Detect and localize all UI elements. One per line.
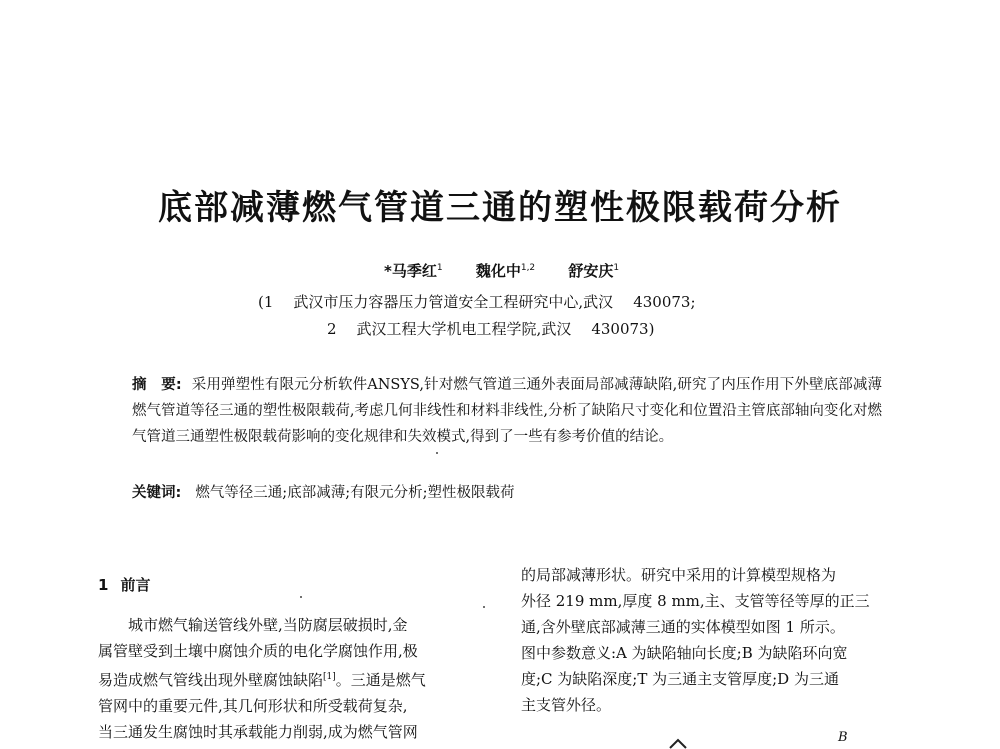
paragraph-line: 外径 219 mm,厚度 8 mm,主、支管等径等厚的正三	[521, 592, 870, 610]
abstract	[132, 372, 882, 450]
abstract-text: 采用弹塑性有限元分析软件ANSYS,针对燃气管道三通外表面局部减薄缺陷,研究了内压作用下外壁底部减薄燃气管道等径三通的塑性极限载荷,考虑几何非线性和材料非线性,分析了缺陷尺寸变化和位置沿主管底部轴向变化对燃气管道三通塑性极限载荷影响的变化规律和失效模式,得到了一些有参考价值的结论。	[132, 377, 882, 445]
author-list	[384, 260, 647, 281]
paper-title: 底部减薄燃气管道三通的塑性极限载荷分析	[158, 188, 842, 228]
figure-label-fragment: B	[838, 730, 848, 745]
paragraph-line: 通,含外壁底部减薄三通的实体模型如图 1 所示。	[521, 618, 845, 636]
keywords	[132, 481, 882, 502]
right-column	[521, 562, 913, 718]
section-number: 1	[98, 576, 109, 594]
scan-speck	[436, 452, 438, 454]
figure-fragment-mark	[668, 738, 698, 749]
scan-speck	[483, 606, 485, 608]
scan-speck	[300, 596, 302, 598]
affiliation-1: (1 武汉市压力容器压力管道安全工程研究中心,武汉 430073;	[258, 293, 696, 311]
section-title: 前言	[120, 576, 151, 594]
paragraph-line: 城市燃气输送管线外壁,当防腐层破损时,金	[128, 616, 408, 634]
affiliation-2: 2 武汉工程大学机电工程学院,武汉 430073)	[327, 320, 655, 338]
paragraph-line: 管网中的重要元件,其几何形状和所受载荷复杂,	[98, 697, 408, 715]
paragraph-line: 度;C 为缺陷深度;T 为三通主支管厚度;D 为三通	[521, 670, 839, 688]
paragraph-line: 当三通发生腐蚀时其承载能力削弱,成为燃气管网	[98, 723, 418, 741]
paragraph-line: 主支管外径。	[521, 696, 612, 714]
section-heading	[98, 574, 150, 595]
paragraph-line: 易造成燃气管线出现外壁腐蚀缺陷[1]。三通是燃气	[98, 671, 426, 689]
keywords-text: 燃气等径三通;底部减薄;有限元分析;塑性极限载荷	[195, 485, 515, 501]
paragraph-line: 属管壁受到土壤中腐蚀介质的电化学腐蚀作用,极	[98, 642, 418, 660]
paragraph-line: 图中参数意义:A 为缺陷轴向长度;B 为缺陷环向宽	[521, 644, 848, 662]
author-1: *马季红$^1$	[384, 262, 443, 280]
author-2: 魏化中$^{1,2}$	[475, 262, 536, 280]
keywords-label: 关键词:	[132, 485, 182, 501]
left-column	[98, 612, 490, 745]
citation-ref: [1]	[323, 672, 336, 682]
abstract-label: 摘 要:	[132, 377, 182, 393]
paragraph-line: 的局部减薄形状。研究中采用的计算模型规格为	[521, 566, 837, 584]
author-3: 舒安庆$^1$	[568, 262, 620, 280]
